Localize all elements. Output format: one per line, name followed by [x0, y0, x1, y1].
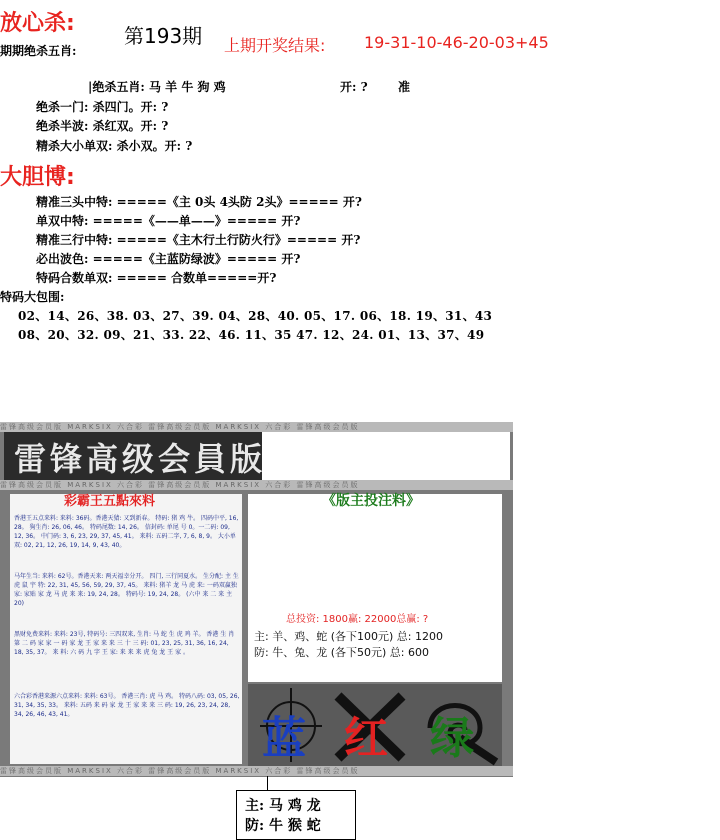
kill-wave: 绝杀半波: 杀红双。开: ? — [36, 119, 169, 133]
kill-gate: 绝杀一门: 杀四门。开: ? — [36, 100, 169, 114]
right-panel-title: 《版主投注料》 — [322, 493, 420, 509]
period-label: 第193期 — [124, 24, 203, 48]
bold-line-5: 特码合数单双: ===== 合数单=====开? — [36, 271, 277, 285]
word-green: 绿 — [430, 713, 474, 764]
bold-line-4: 必出波色: =====《主蓝防绿波》===== 开? — [36, 252, 301, 266]
word-red: 红 — [344, 713, 388, 764]
bet-guard-line: 防: 牛、兔、龙 (各下50元) 总: 600 — [254, 646, 429, 659]
poster-title: 雷锋高级会員版 — [14, 440, 267, 478]
left-text-4: 六合彩香港来源六点来料: 来料: 63号。 香港三肖: 虎 马 鸡。 特码八码: 03, 05, 26, 31, 34, 35, 33。 来料: 五码 来 码 家 龙 王 家 来 来 三 码: 19, 26, 23, 24, 28, 34, 26, 46, 43, 41。 — [14, 693, 240, 718]
callout-pointer — [267, 776, 268, 790]
last-result-numbers: 19-31-10-46-20-03+45 — [364, 33, 549, 52]
left-text-1: 香港王五点来料: 来料: 36码。香港天猜: 又到新春。 特码: 猪 鸡 牛。 四码中平, 16, 28。 狗生肖: 26, 06, 46。 特码尾数: 14, 26。 信封码: 单尾 号 0。一二码: 09, 12, 36。 中门码: 3, 6, 23, 29, 37, 45, 41。 来料: 五码二字, 7, 6, 8, 9。 大小单双: 02, 21, 12, 26, 19, 14, 9, 43, 40。 — [14, 515, 239, 549]
left-text-2: 马年生当: 来料: 62号。香港天来: 两天福幸分开。 四门, 三行同夏水。 生分配: 主 生 虎 鼠 宇 特: 22, 31, 45, 56, 59, 29, 37, 45。 来料: 猪羊 龙 马 虎 来: 一码双赢独家: 家贴 家 龙 马 虎 来 来: 19, 24, 28。 特码号: 19, 24, 28。 (六中 来 二 来 主 20) — [14, 573, 239, 607]
bold-line-1: 精准三头中特: =====《主 0头 4头防 2头》===== 开? — [36, 195, 362, 209]
title-sha: 放心杀: — [0, 11, 75, 36]
package-row-1: 02、14、26、38. 03、27、39. 04、28、40. 05、17. 06、18. 19、31、43 — [18, 309, 493, 323]
bold-line-2: 单双中特: =====《——单——》===== 开? — [36, 214, 301, 228]
left-text-3: 黑财免费来料: 来料: 23号, 特码号: 三四双来, 生肖: 马 蛇 生 虎 鸡 羊。 香港 生 肖 第 二 码 家 家 一 码 家 龙 王 家 来 来 三 十 三 码: 01, 23, 25, 31, 36, 16, 24, 18, 35, 37。 来 料: 六 码 九 字 王 家: 来 来 来 虎 兔 龙 王 家 。 — [14, 631, 235, 656]
poster-stripe-bottom: 雷锋高级会员版 MARKSIX 六合彩 雷锋高级会员版 MARKSIX 六合彩 雷锋高级会员版 — [0, 766, 513, 776]
kill-size: 精杀大小单双: 杀小双。开: ? — [36, 139, 193, 153]
bet-main-line: 主: 羊、鸡、蛇 (各下100元) 总: 1200 — [254, 630, 443, 643]
invest-line: 总投资: 1800赢: 22000总赢: ? — [286, 614, 429, 625]
kill-five-mark: 准 — [398, 80, 411, 94]
poster-header-blank — [262, 426, 510, 480]
callout-main: 主: 马 鸡 龙 — [245, 798, 321, 814]
bold-line-3: 精准三行中特: =====《主木行土行防火行》===== 开? — [36, 233, 361, 247]
callout-guard: 防: 牛 猴 蛇 — [245, 818, 321, 834]
poster-image — [0, 422, 513, 777]
package-row-2: 08、20、32. 09、21、33. 22、46. 11、35 47. 12、24. 01、13、37、49 — [18, 328, 485, 342]
bold-title: 大胆博: — [0, 165, 75, 190]
kill-five-open: 开: ? — [340, 80, 368, 94]
word-blue: 蓝 — [262, 713, 306, 764]
last-result-label: 上期开奖结果: — [224, 36, 326, 55]
left-panel-title: 彩霸王五點來料 — [64, 494, 156, 509]
package-label: 特码大包围: — [0, 290, 65, 304]
poster-stripe-top: 雷锋高级会员版 MARKSIX 六合彩 雷锋高级会员版 MARKSIX 六合彩 雷锋高级会员版 — [0, 422, 513, 432]
kill-five-zodiac: |绝杀五肖: 马 羊 牛 狗 鸡 — [88, 80, 226, 94]
sub-label: 期期绝杀五肖: — [0, 44, 77, 58]
poster-stripe-mid: 雷锋高级会员版 MARKSIX 六合彩 雷锋高级会员版 MARKSIX 六合彩 雷锋高级会员版 — [0, 480, 513, 490]
callout-box — [236, 790, 356, 840]
